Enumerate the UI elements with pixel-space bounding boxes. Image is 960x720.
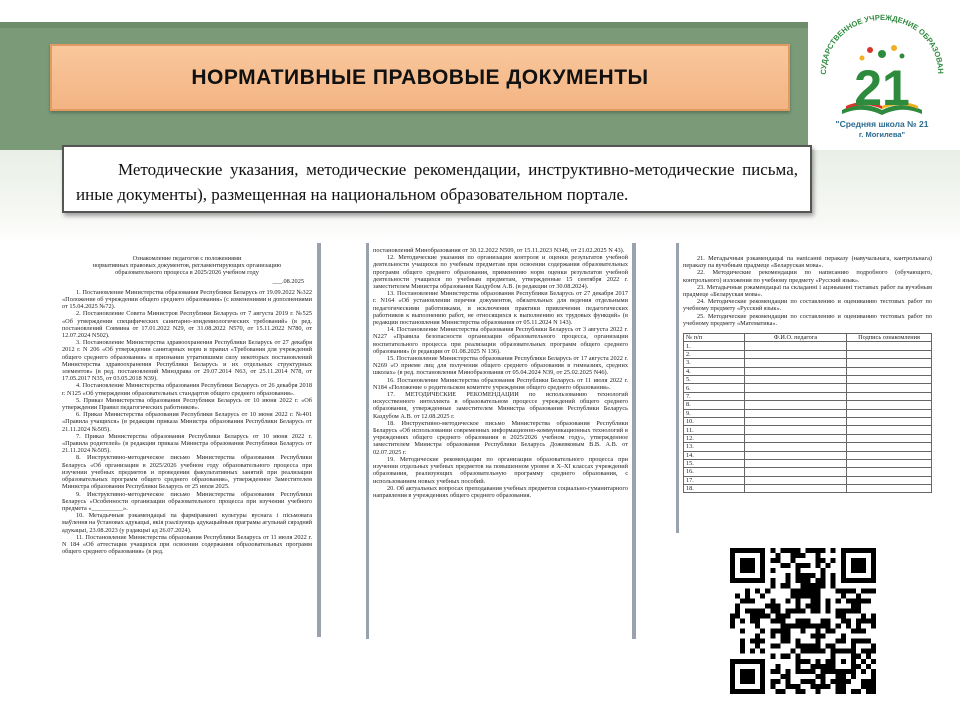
row-number: 6. (684, 384, 745, 392)
doc-item: 18. Инструктивно-методическое письмо Министерства образования Республики Беларусь «Об использовании современных информационно-коммуникационных технологий в учреждениях общего среднего образования в 2025/2026 учебном году», утвержденное заместителем Министра образования Республики Беларусь Дожевковым В.В. А.В. от 02.07.2025 г. (373, 419, 628, 456)
qr-code-icon (730, 548, 876, 694)
signature-table-header (684, 334, 932, 342)
doc-item: 17. МЕТОДИЧЕСКИЕ РЕКОМЕНДАЦИИ по использованию технологий искусственного интеллекта в образовательном процессе учреждений общего среднего образования, утвержденные заместителем Министра образования Республики Беларусь Каздубом А.В. от 12.08.2025 г. (373, 391, 628, 420)
doc-date: ___.08.2025 (272, 277, 304, 285)
table-row (684, 426, 932, 434)
row-number: 13. (684, 443, 745, 451)
doc-item: 14. Постановление Министерства образования Республики Беларусь от 3 августа 2022 г. N227 «Правила безопасности организации образовательного процесса, организации воспитательного процесса при реализации образовательных программ общего среднего образования» (в редакции от 01.08.2025 N 136). (373, 326, 628, 355)
page-title: НОРМАТИВНЫЕ ПРАВОВЫЕ ДОКУМЕНТЫ (191, 65, 649, 89)
row-signature-cell (847, 443, 932, 451)
row-signature-cell (847, 485, 932, 493)
row-signature-cell (847, 468, 932, 476)
doc-item: 2. Постановление Совета Министров Республики Беларусь от 7 августа 2019 г. №525 «Об утверждении специфических санитарно-эпидемиологических требований» (в ред. постановлений Совмина от 17.01.2022 N29, от 31.08.2022 N570, от 15.11.2022 N780, от 12.07.2024 N502). (62, 310, 312, 340)
header-band-edge (0, 22, 808, 28)
qr-code[interactable] (730, 548, 876, 694)
row-signature-cell (847, 384, 932, 392)
row-name-cell (745, 459, 847, 467)
doc-heading-line: нормативных правовых документов, регламентирующих организацию (92, 262, 282, 270)
doc-item: 19. Методические рекомендации по организации образовательного процесса при изучении отдельных учебных предметов на повышенном уровне в X–XI классах учреждений образования, реализующих образовательную программу среднего образования, с использованием новых учебных пособий. (373, 455, 628, 485)
doc-item: 10. Метадычныя рэкамендацыі па фарміраванні культуры вуснага і пісьмовага маўлення на ўстановах адукацыі, якія рэалізуюць адукацыйныя праграмы агульнай сярэдняй адукацыі, 23.08.2023 (у рэдакцыі ад 26.07.2024). (62, 512, 312, 534)
row-signature-cell (847, 417, 932, 425)
table-row (684, 476, 932, 484)
row-number: 5. (684, 375, 745, 383)
table-row (684, 375, 932, 383)
table-row (684, 384, 932, 392)
row-name-cell (745, 401, 847, 409)
table-row (684, 485, 932, 493)
table-row (684, 342, 932, 350)
table-row (684, 443, 932, 451)
table-header-signature: Подпись ознакомления (847, 334, 932, 342)
table-row (684, 392, 932, 400)
row-name-cell (745, 367, 847, 375)
row-number: 17. (684, 476, 745, 484)
row-number: 7. (684, 392, 745, 400)
row-number: 14. (684, 451, 745, 459)
doc-item: 1. Постановление Министерства образования Республики Беларусь от 19.09.2022 №322 «Положение об учреждении общего среднего образования» (с изменениями и дополнениями от 15.04.2025 №72). (62, 288, 312, 311)
row-name-cell (745, 451, 847, 459)
doc-heading-line: образовательного процесса в 2025/2026 учебном году (115, 269, 259, 277)
row-signature-cell (847, 359, 932, 367)
row-name-cell (745, 468, 847, 476)
row-number: 16. (684, 468, 745, 476)
doc-item: 6. Приказ Министерства образования Республики Беларусь от 10 июня 2022 г. №401 «Правила учащихся» (в редакции приказа Министра образования Республики Беларусь от 21.11.2024 №505). (62, 411, 312, 433)
table-row (684, 417, 932, 425)
row-signature-cell (847, 451, 932, 459)
row-name-cell (745, 359, 847, 367)
logo-arc-text: СУДАРСТВЕННОЕ УЧРЕЖДЕНИЕ ОБРАЗОВАН (818, 12, 946, 75)
doc-item: постановлений Минобразования от 30.12.2022 N509, от 15.11.2023 N348, от 21.02.2025 N 43). (373, 247, 625, 254)
row-signature-cell (847, 434, 932, 442)
row-number: 18. (684, 485, 745, 493)
doc-item: 25. Методические рекомендации по составлению и оцениванию тестовых работ по учебному предмету «Математика». (683, 312, 932, 327)
row-signature-cell (847, 367, 932, 375)
table-row (684, 401, 932, 409)
table-row (684, 451, 932, 459)
row-signature-cell (847, 392, 932, 400)
table-row (684, 459, 932, 467)
signature-table (683, 333, 932, 493)
row-number: 2. (684, 350, 745, 358)
doc-item: 9. Инструктивно-методическое письмо Министерства образования Республики Беларусь «Особенности организации образовательного процесса при изучении учебного предмета «__________». (62, 490, 312, 512)
doc-item: 24. Методические рекомендации по составлению и оцениванию тестовых работ по учебному предмету «Русский язык». (683, 298, 932, 313)
title-box (50, 44, 790, 111)
doc-item: 21. Метадычныя рэкамендацыі па напісанні пераказу (навучальнага, кантрольнага) пераказу па вучэбным прадмеце «Беларуская мова». (683, 255, 932, 270)
subtitle-text: Методические указания, методические рекомендации, инструктивно-методические письма, иные документы), размещенная на национальном образовательном портале. (76, 160, 798, 204)
row-number: 3. (684, 359, 745, 367)
school-logo (812, 10, 952, 145)
row-number: 8. (684, 401, 745, 409)
logo-caption-line1: "Средняя школа № 21 (835, 119, 929, 129)
school-logo-icon (812, 10, 952, 145)
row-signature-cell (847, 426, 932, 434)
logo-caption-line2: г. Могилева" (858, 130, 906, 139)
doc-item: 15. Постановление Министерства образования Республики Беларусь от 17 августа 2022 г. N269 «О приеме лиц для получения общего среднего образования в гимназиях, средних школах» (в ред. постановления Минобразования от 05.04.2024 N39, от 25.02.2025 N46). (373, 355, 628, 377)
table-row (684, 409, 932, 417)
table-header-number: № п/п (684, 334, 745, 342)
row-signature-cell (847, 409, 932, 417)
row-number: 4. (684, 367, 745, 375)
row-name-cell (745, 443, 847, 451)
document-page-1 (56, 243, 321, 637)
logo-number: 21 (854, 60, 910, 116)
doc-item: 5. Приказ Министерства образования Республики Беларусь от 10 июня 2022 г. «Об утверждении Правил педагогических работников». (62, 396, 312, 412)
table-row (684, 468, 932, 476)
table-row (684, 367, 932, 375)
table-header-name: Ф.И.О. педагога (745, 334, 847, 342)
row-signature-cell (847, 476, 932, 484)
row-signature-cell (847, 350, 932, 358)
doc-item: 13. Постановление Министерства образования Республики Беларусь от 27 декабря 2017 г. N164 «Об установлении перечня документов, обязательных для ведения отдельными педагогическими работниками, и исключения практики привлечения педагогических работников к выполнению работ, не относящихся к выполнению их трудовых функций» (в редакции постановления Министерства образования от 05.11.2024 N 143). (373, 290, 628, 327)
table-row (684, 359, 932, 367)
row-name-cell (745, 426, 847, 434)
doc-item: 22. Методические рекомендации по написанию подробного (обучающего, контрольного) изложения по учебному предмету «Русский язык». (683, 269, 932, 284)
row-signature-cell (847, 459, 932, 467)
doc-item: 3. Постановление Министерства здравоохранения Республики Беларусь от 27 декабря 2012 г. N 206 «Об утверждении санитарных норм и правил «Требования для учреждений общего среднего образования» и признании утратившими силу некоторых постановлений Министерства здравоохранения Республики Беларусь и их отдельных структурных элементов» (в ред. постановлений Минздрава от 29.07.2014 N63, от 25.11.2014 N78, от 17.05.2017 N35, от 03.05.2018 N39). (62, 339, 312, 383)
row-name-cell (745, 476, 847, 484)
row-number: 11. (684, 426, 745, 434)
table-row (684, 434, 932, 442)
doc-item: 7. Приказ Министерства образования Республики Беларусь от 10 июня 2022 г. «Правила родителей» (в редакции приказа Министра образования Республики Беларусь от 21.11.2024 №505). (62, 432, 312, 455)
subtitle-box (62, 145, 812, 213)
row-name-cell (745, 392, 847, 400)
row-name-cell (745, 342, 847, 350)
row-number: 1. (684, 342, 745, 350)
row-name-cell (745, 375, 847, 383)
doc-item: 8. Инструктивно-методическое письмо Министерства образования Республики Беларусь «Об организации в 2025/2026 учебном году образовательного процесса при изучении учебных предметов и проведении факультативных занятий при реализации образовательных программ общего среднего образования», утвержденное Заместителем Министра образования Республики Беларусь от 25 июля 2025. (62, 454, 312, 491)
row-name-cell (745, 434, 847, 442)
doc-item: 4. Постановление Министерства образования Республики Беларусь от 26 декабря 2018 г. N125 «Об утверждении образовательных стандартов общего среднего образования». (62, 382, 312, 397)
row-name-cell (745, 409, 847, 417)
doc-item: 12. Методические указания по организации контроля и оценки результатов учебной деятельности учащихся по учебным предметам при освоении содержания образовательных программ общего среднего образования, применению норм оценки результатов учебной деятельности учащихся по учебным предметам, утвержденные 15 сентября 2022 г. заместителем Министра образования Каздубом А.В. (в редакции от 30.08.2024). (373, 254, 628, 291)
row-number: 10. (684, 417, 745, 425)
doc-item: 23. Метадычныя рэкамендацыі па складанні і ацэньванні тэставых работ па вучэбным прадмеце «Беларуская мова». (683, 283, 932, 299)
doc-item: 11. Постановление Министерства образования Республики Беларусь от 11 июля 2022 г. N 184 «Об аттестации учащихся при освоении содержания образовательных программ общего среднего образования» (в ред. (62, 533, 312, 556)
document-page-2 (366, 243, 636, 639)
row-number: 12. (684, 434, 745, 442)
row-name-cell (745, 485, 847, 493)
table-row (684, 350, 932, 358)
doc-heading-line: Ознакомление педагогов с положениями (132, 255, 242, 262)
row-signature-cell (847, 401, 932, 409)
row-number: 9. (684, 409, 745, 417)
document-page-3 (676, 243, 936, 533)
row-signature-cell (847, 375, 932, 383)
row-signature-cell (847, 342, 932, 350)
row-name-cell (745, 417, 847, 425)
row-name-cell (745, 350, 847, 358)
doc-item: 20. Об актуальных вопросах преподавания учебных предметов социально-гуманитарного направления в учреждениях общего среднего образования. (373, 484, 628, 499)
row-name-cell (745, 384, 847, 392)
row-number: 15. (684, 459, 745, 467)
doc-item: 16. Постановление Министерства образования Республики Беларусь от 11 июля 2022 г. N184 «Положение о родительском комитете учреждения общего среднего образования». (373, 376, 628, 391)
